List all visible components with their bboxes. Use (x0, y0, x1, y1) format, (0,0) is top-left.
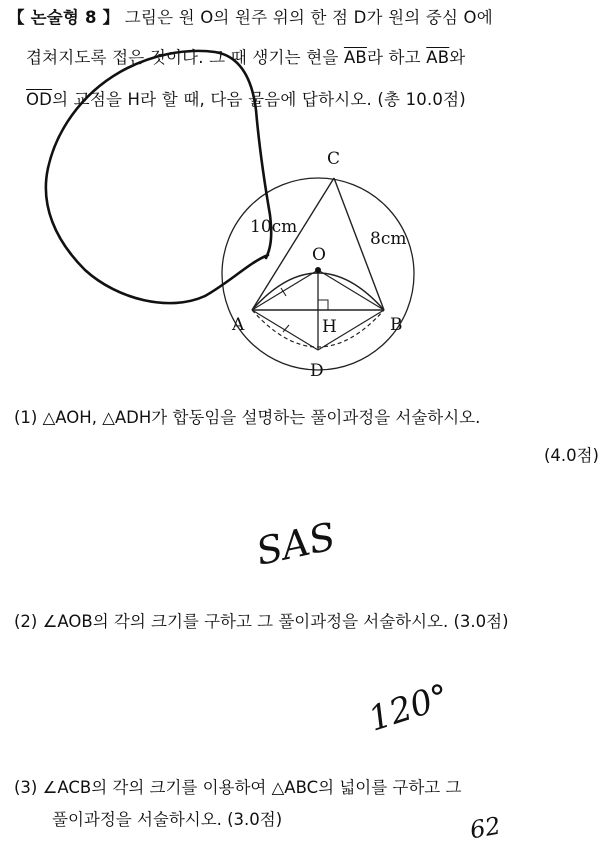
question-3-line-1: (3) ∠ACB의 각의 크기를 이용하여 △ABC의 넓이를 구하고 그 (14, 778, 462, 797)
problem-text-1: 그림은 원 O의 원주 위의 한 점 D가 원의 중심 O에 (124, 8, 493, 27)
length-bc: 8cm (370, 229, 407, 249)
label-h: H (322, 317, 337, 337)
label-a: A (232, 315, 245, 335)
handwritten-answer-3: 62 (467, 811, 503, 844)
question-3-line-2: 풀이과정을 서술하시오. (3.0점) (52, 810, 283, 829)
question-1: (1) △AOH, △ADH가 합동임을 설명하는 풀이과정을 서술하시오. (14, 408, 481, 427)
segment-ab-1: $\overline{AB}$ (343, 48, 367, 67)
length-ac: 10cm (250, 217, 298, 237)
problem-text-3: 의 교점을 H라 할 때, 다음 물음에 답하시오. (총 10.0점) (52, 90, 466, 109)
label-c: C (327, 149, 341, 169)
segment-od: $\overline{OD}$ (26, 90, 53, 109)
problem-text-2a: 겹쳐지도록 접은 것이다. 그 때 생기는 현을 (26, 48, 339, 67)
label-d: D (310, 361, 324, 380)
handwritten-answer-1: SAS (252, 514, 340, 574)
handwritten-answer-2: 120° (363, 676, 455, 740)
label-b: B (390, 315, 403, 335)
label-o: O (312, 245, 326, 265)
problem-text-2b: 라 하고 (366, 48, 421, 67)
problem-tag: 【 논술형 8 】 (8, 8, 120, 27)
question-1-points: (4.0점) (543, 446, 599, 465)
segment-ab-2: $\overline{AB}$ (426, 48, 450, 67)
question-2: (2) ∠AOB의 각의 크기를 구하고 그 풀이과정을 서술하시오. (3.0점) (14, 612, 509, 631)
problem-text-2c: 와 (449, 48, 466, 67)
scribble-loop (46, 51, 271, 303)
